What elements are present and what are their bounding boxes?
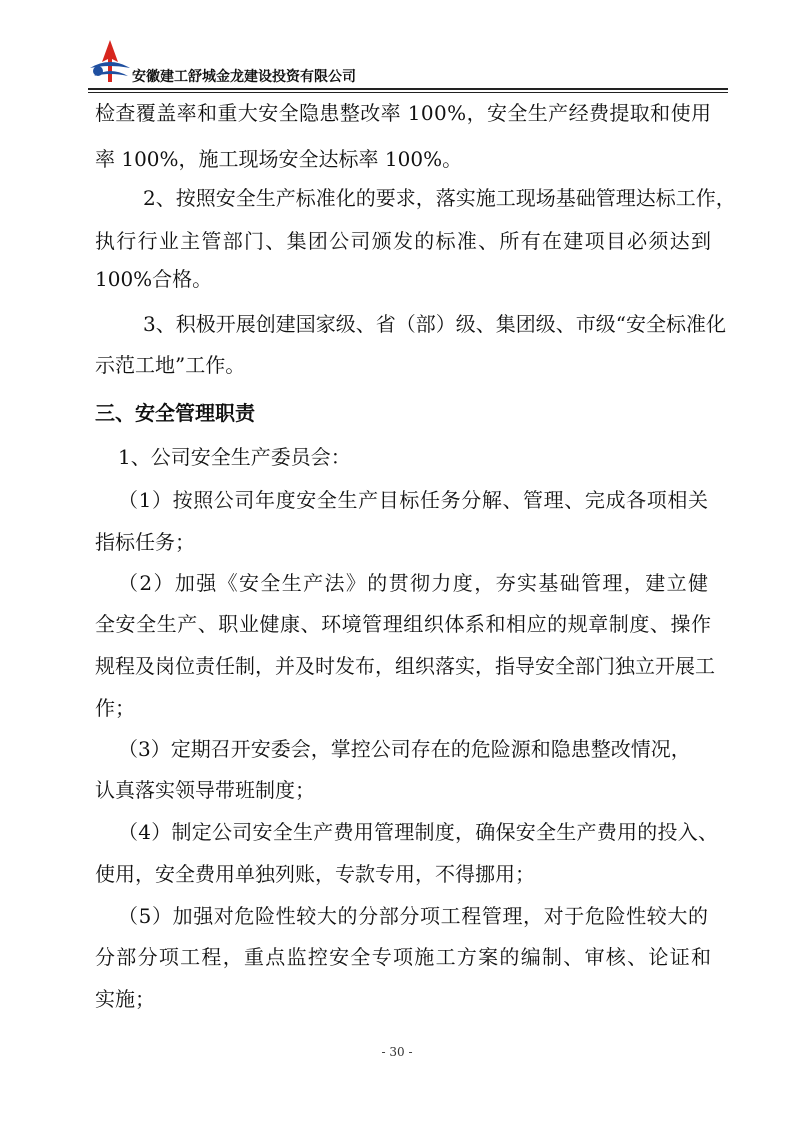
page-number: - 30 -: [381, 1045, 413, 1059]
company-name: 安徽建工舒城金龙建设投资有限公司: [132, 69, 356, 85]
text-line: 认真落实领导带班制度；: [95, 778, 315, 802]
text-line: 3、积极开展创建国家级、省（部）级、集团级、市级“安全标准化: [143, 312, 726, 336]
text-line: （2）加强《安全生产法》的贯彻力度，夯实基础管理，建立健: [118, 571, 710, 595]
text-line: 率 100%，施工现场安全达标率 100%。: [95, 147, 463, 171]
text-line: 作；: [95, 696, 135, 720]
text-line: 使用，安全费用单独列账，专款专用，不得挪用；: [95, 862, 535, 886]
header-rule: [88, 88, 728, 90]
section-heading: 三、安全管理职责: [95, 401, 255, 425]
text-line: 指标任务；: [95, 530, 195, 554]
text-line: 执行行业主管部门、集团公司颁发的标准、所有在建项目必须达到: [95, 229, 713, 253]
text-line: （1）按照公司年度安全生产目标任务分解、管理、完成各项相关: [118, 488, 709, 512]
header-rule-thin: [88, 92, 728, 93]
text-line: 规程及岗位责任制，并及时发布，组织落实，指导安全部门独立开展工: [95, 654, 715, 678]
text-line: 全安全生产、职业健康、环境管理组织体系和相应的规章制度、操作: [95, 612, 712, 636]
company-logo-icon: [88, 38, 132, 84]
text-line: 检查覆盖率和重大安全隐患整改率 100%，安全生产经费提取和使用: [95, 101, 712, 125]
text-line: 100%合格。: [95, 267, 213, 291]
text-line: 2、按照安全生产标准化的要求，落实施工现场基础管理达标工作，: [143, 186, 736, 210]
text-line: （3）定期召开安委会，掌控公司存在的危险源和隐患整改情况，: [118, 737, 691, 761]
text-line: 示范工地”工作。: [95, 353, 246, 377]
text-line: （5）加强对危险性较大的分部分项工程管理，对于危险性较大的: [118, 904, 709, 928]
text-line: 分部分项工程，重点监控安全专项施工方案的编制、审核、论证和: [95, 945, 713, 969]
text-line: （4）制定公司安全生产费用管理制度，确保安全生产费用的投入、: [118, 820, 719, 844]
text-line: 实施；: [95, 987, 155, 1011]
page-header: [88, 38, 728, 90]
text-line: 1、公司安全生产委员会：: [118, 445, 351, 469]
